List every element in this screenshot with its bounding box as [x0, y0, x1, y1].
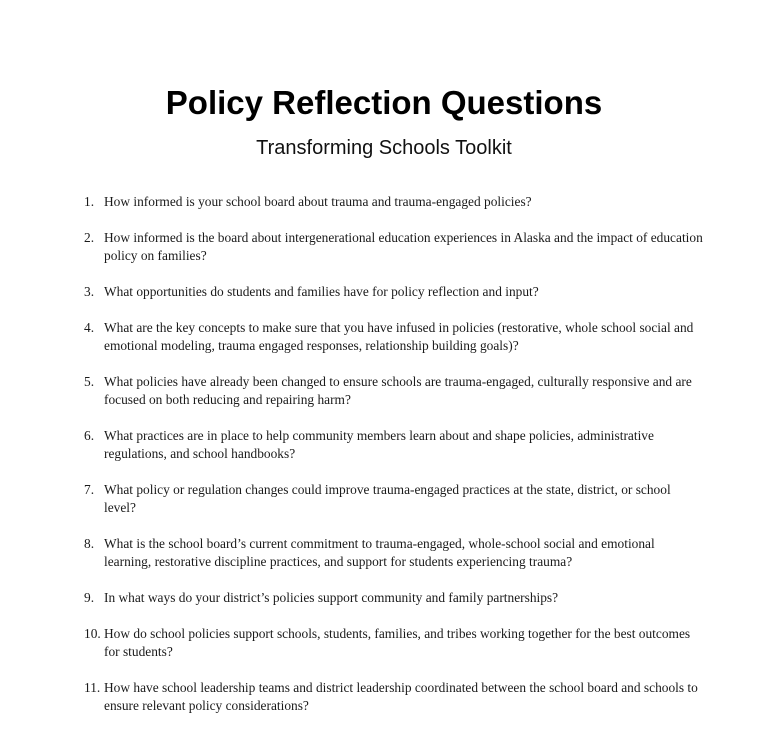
question-number: 1.	[84, 194, 95, 209]
question-number: 4.	[84, 320, 95, 335]
question-number: 5.	[84, 374, 95, 389]
question-number: 11.	[84, 680, 101, 695]
question-item	[84, 535, 768, 571]
question-item	[84, 229, 768, 265]
question-text: What are the key concepts to make sure that you have infused in policies (restorative, whole school social and emotional modeling, trauma engaged responses, relationship building goals)?	[104, 320, 694, 353]
question-item	[84, 625, 768, 661]
question-number: 10.	[84, 626, 101, 641]
question-number: 6.	[84, 428, 95, 443]
question-text: How informed is your school board about trauma and trauma-engaged policies?	[104, 194, 532, 209]
question-item	[84, 193, 768, 211]
page-subtitle: Transforming Schools Toolkit	[256, 137, 512, 159]
question-list	[84, 193, 768, 715]
question-number: 9.	[84, 590, 95, 605]
question-text: In what ways do your district’s policies support community and family partnerships?	[104, 590, 559, 605]
question-text: What practices are in place to help community members learn about and shape policies, administrative regulations, and school handbooks?	[104, 428, 654, 461]
question-text: What policies have already been changed to ensure schools are trauma-engaged, culturally responsive and are focused on both reducing and repairing harm?	[104, 374, 692, 407]
question-item	[84, 589, 768, 607]
question-item	[84, 319, 768, 355]
question-text: How do school policies support schools, students, families, and tribes working together for the best outcomes for students?	[104, 626, 691, 659]
question-item	[84, 481, 768, 517]
question-text: How have school leadership teams and district leadership coordinated between the school board and schools to ensure relevant policy considerations?	[104, 680, 698, 713]
question-text: What policy or regulation changes could improve trauma-engaged practices at the state, district, or school level?	[104, 482, 671, 515]
question-number: 8.	[84, 536, 95, 551]
question-number: 7.	[84, 482, 95, 497]
page-title: Policy Reflection Questions	[165, 84, 603, 121]
question-text: What is the school board’s current commitment to trauma-engaged, whole-school social and emotional learning, restorative discipline practices, and support for students experiencing trauma?	[104, 536, 655, 569]
question-item	[84, 283, 768, 301]
question-number: 2.	[84, 230, 95, 245]
question-text: What opportunities do students and families have for policy reflection and input?	[104, 284, 539, 299]
question-text: How informed is the board about intergenerational education experiences in Alaska and the impact of education policy on families?	[104, 230, 703, 263]
question-item	[84, 373, 768, 409]
question-number: 3.	[84, 284, 95, 299]
question-item	[84, 679, 768, 715]
question-item	[84, 427, 768, 463]
